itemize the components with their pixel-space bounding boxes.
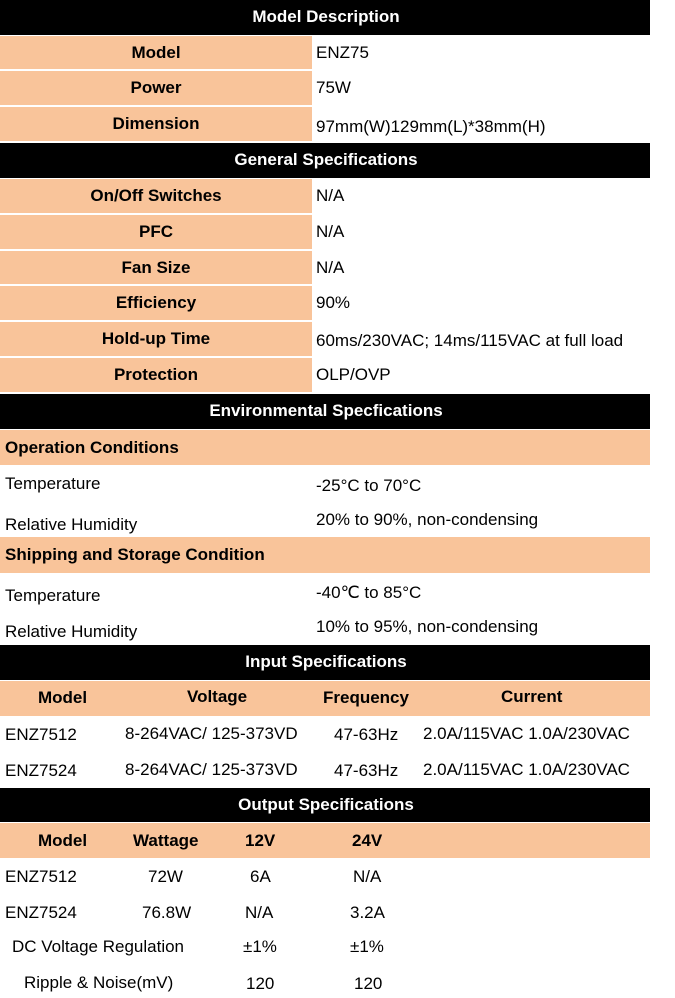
ripple-noise-row <box>0 965 650 998</box>
spec-label: Dimension <box>0 107 312 141</box>
env-label: Temperature <box>5 474 101 493</box>
cell-model: ENZ7524 <box>5 761 77 780</box>
spec-label: Power <box>0 71 312 105</box>
column-header: Wattage <box>133 831 199 850</box>
spec-value: N/A <box>314 251 650 284</box>
column-header: Frequency <box>323 688 409 707</box>
cell-voltage: 8-264VAC/ 125-373VD <box>125 760 298 779</box>
section-title: Model Description <box>252 7 400 26</box>
column-header: 12V <box>245 831 276 850</box>
cell-24v: 3.2A <box>350 903 385 922</box>
cell-frequency: 47-63Hz <box>334 725 399 744</box>
spec-row-efficiency <box>0 286 650 322</box>
column-header: Current <box>501 687 563 706</box>
row-label: Ripple & Noise(mV) <box>24 973 174 992</box>
spec-value: 97mm(W)129mm(L)*38mm(H) <box>314 110 650 144</box>
operation-humidity-row <box>0 502 650 537</box>
operation-temperature-row <box>0 465 650 502</box>
column-header: Model <box>38 831 88 850</box>
cell-24v: N/A <box>353 867 382 886</box>
cell-current: 2.0A/115VAC 1.0A/230VAC <box>423 724 630 743</box>
column-header: 24V <box>352 831 383 850</box>
spec-row-holdup <box>0 322 650 358</box>
subsection-title: Shipping and Storage Condition <box>5 545 265 564</box>
spec-value: N/A <box>314 179 650 213</box>
section-title: General Specifications <box>234 150 418 169</box>
spec-label: On/Off Switches <box>0 179 312 213</box>
general-specs-header <box>0 143 650 179</box>
spec-value: 90% <box>314 286 650 320</box>
spec-value: N/A <box>314 215 650 249</box>
cell-24v: ±1% <box>350 937 384 956</box>
shipping-conditions-header <box>0 537 650 573</box>
input-column-headers <box>0 681 650 716</box>
spec-value: 60ms/230VAC; 14ms/115VAC at full load <box>314 324 650 358</box>
model-description-header <box>0 0 650 36</box>
spec-row-pfc <box>0 215 650 251</box>
spec-row-model <box>0 36 650 71</box>
section-title: Environmental Specfications <box>209 401 443 420</box>
env-label: Relative Humidity <box>5 622 138 641</box>
cell-12v: N/A <box>245 903 274 922</box>
spec-label: Fan Size <box>0 251 312 284</box>
env-value: -40℃ to 85°C <box>316 583 422 602</box>
spec-value: ENZ75 <box>314 36 650 69</box>
column-header: Model <box>38 688 88 707</box>
cell-model: ENZ7524 <box>5 903 77 922</box>
env-value: 10% to 95%, non-condensing <box>316 617 539 636</box>
env-value: -25°C to 70°C <box>316 476 422 495</box>
environmental-header <box>0 394 650 430</box>
dc-regulation-row <box>0 929 650 965</box>
spec-label: PFC <box>0 215 312 249</box>
cell-current: 2.0A/115VAC 1.0A/230VAC <box>423 760 630 779</box>
cell-voltage: 8-264VAC/ 125-373VD <box>125 724 298 743</box>
shipping-humidity-row <box>0 609 650 645</box>
column-header: Voltage <box>187 687 248 706</box>
shipping-temperature-row <box>0 573 650 609</box>
cell-model: ENZ7512 <box>5 867 77 886</box>
cell-12v: ±1% <box>243 937 277 956</box>
cell-12v: 6A <box>250 867 271 886</box>
spec-row-power <box>0 71 650 107</box>
operation-conditions-header <box>0 430 650 465</box>
spec-label: Model <box>0 36 312 69</box>
table-row <box>0 894 650 929</box>
spec-row-fan <box>0 251 650 286</box>
cell-wattage: 72W <box>148 867 183 886</box>
env-label: Relative Humidity <box>5 515 138 534</box>
cell-model: ENZ7512 <box>5 725 77 744</box>
section-title: Input Specifications <box>245 652 407 671</box>
section-title: Output Specifications <box>238 795 414 814</box>
output-specs-header <box>0 788 650 823</box>
spec-label: Hold-up Time <box>0 322 312 356</box>
env-value: 20% to 90%, non-condensing <box>316 510 539 529</box>
table-row <box>0 858 650 894</box>
subsection-title: Operation Conditions <box>5 438 179 457</box>
spec-row-dimension <box>0 107 650 143</box>
table-row <box>0 716 650 752</box>
spec-label: Efficiency <box>0 286 312 320</box>
spec-value: OLP/OVP <box>314 358 650 392</box>
spec-value: 75W <box>314 71 650 105</box>
cell-wattage: 76.8W <box>142 903 192 922</box>
spec-label: Protection <box>0 358 312 392</box>
spec-row-onoff <box>0 179 650 215</box>
cell-24v: 120 <box>354 974 383 993</box>
input-specs-header <box>0 645 650 681</box>
table-row <box>0 752 650 788</box>
cell-12v: 120 <box>246 974 275 993</box>
row-label: DC Voltage Regulation <box>12 937 185 956</box>
cell-frequency: 47-63Hz <box>334 761 399 780</box>
spec-row-protection <box>0 358 650 394</box>
env-label: Temperature <box>5 586 101 605</box>
output-column-headers <box>0 823 650 858</box>
